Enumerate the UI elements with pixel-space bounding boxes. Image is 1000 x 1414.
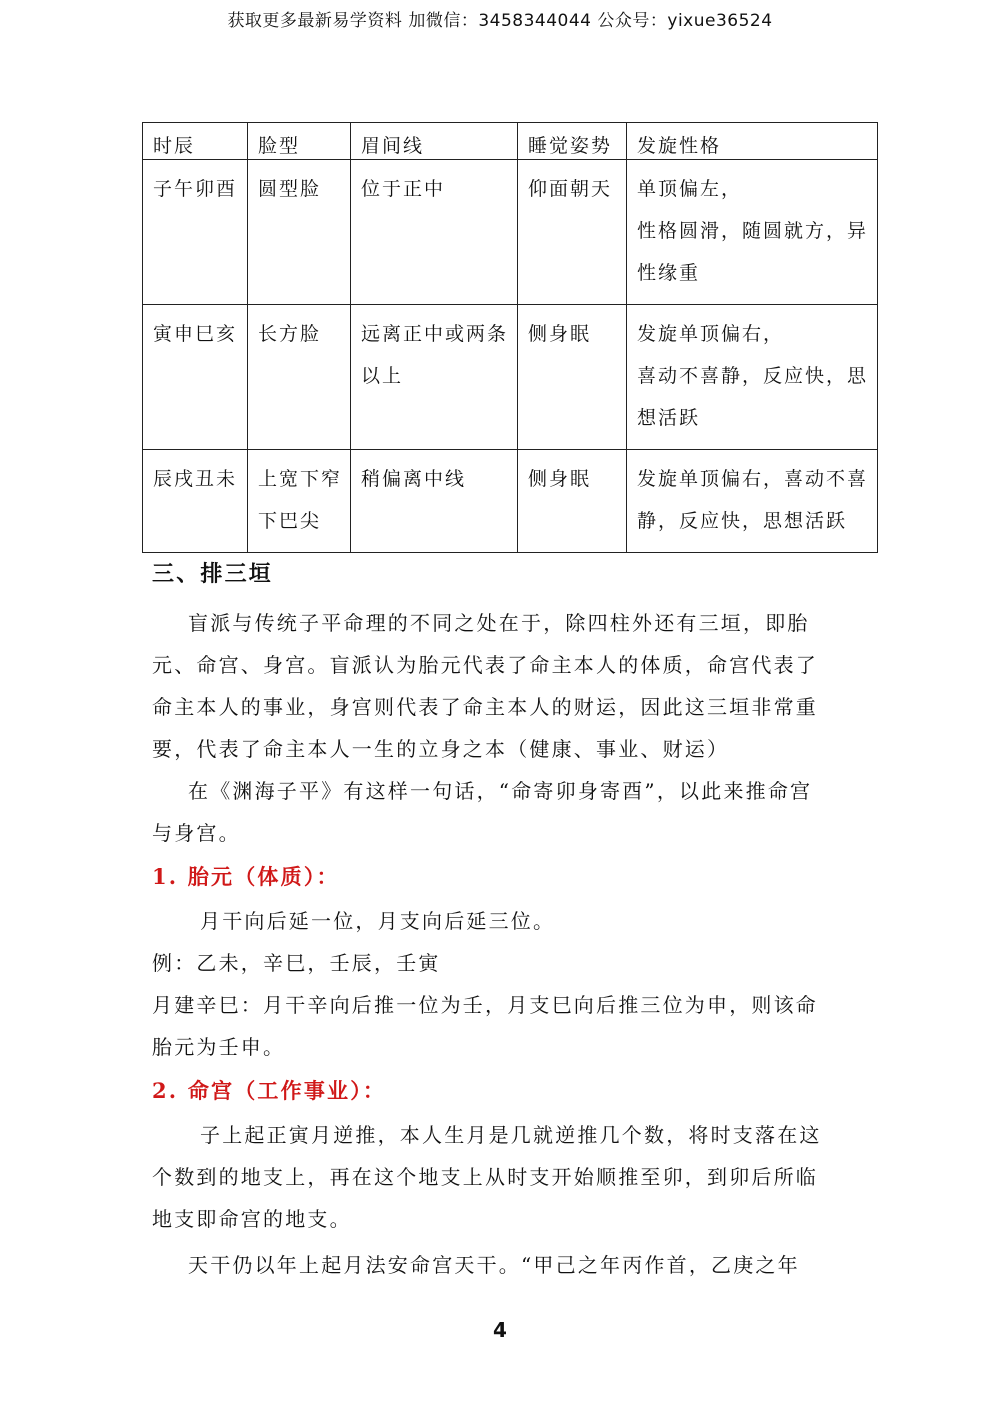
face-line: 上宽下窄 <box>258 468 343 490</box>
brow-line: 以上 <box>361 365 404 387</box>
text-line: 子上起正寅月逆推，本人生月是几就逆推几个数，将时支落在这 <box>200 1123 822 1147</box>
paragraph-intro <box>152 602 852 770</box>
header-brow: 眉间线 <box>351 123 518 160</box>
header-face: 脸型 <box>248 123 351 160</box>
text-line: 地支即命宫的地支。 <box>152 1207 352 1231</box>
trait-line: 发旋单顶偏右，喜动不喜 <box>637 468 869 490</box>
main-content <box>152 546 852 1286</box>
subsection-title-minggong: 2. 命宫（工作事业）： <box>152 1078 387 1103</box>
trait-line: 发旋单顶偏右， <box>637 323 785 345</box>
text-line: 在《渊海子平》有这样一句话，“命寄卯身寄酉”，以此来推命宫 <box>188 779 813 803</box>
table-row <box>143 305 878 450</box>
cell-face <box>248 450 351 553</box>
cell-shichen: 寅申巳亥 <box>143 305 248 450</box>
text-line: 元、命宫、身宫。盲派认为胎元代表了命主本人的体质，命宫代表了 <box>152 653 818 677</box>
text-line: 个数到的地支上，再在这个地支上从时支开始顺推至卯，到卯后所临 <box>152 1165 818 1189</box>
header-trait: 发旋性格 <box>627 123 878 160</box>
cell-shichen: 辰戌丑未 <box>143 450 248 553</box>
cell-sleep: 仰面朝天 <box>518 160 627 305</box>
subsection-title-taiyuan: 1. 胎元（体质）： <box>152 864 340 889</box>
table-row <box>143 160 878 305</box>
header-sleep: 睡觉姿势 <box>518 123 627 160</box>
trait-line: 静，反应快，思想活跃 <box>637 510 848 532</box>
trait-line: 想活跃 <box>637 407 701 429</box>
cell-face: 圆型脸 <box>248 160 351 305</box>
paragraph-quote <box>152 770 852 854</box>
cell-trait <box>627 160 878 305</box>
text-line: 盲派与传统子平命理的不同之处在于，除四柱外还有三垣，即胎 <box>188 611 810 635</box>
trait-line: 喜动不喜静，反应快，思 <box>637 365 869 387</box>
cell-brow <box>351 305 518 450</box>
text-line: 天干仍以年上起月法安命宫天干。“甲己之年丙作首，乙庚之年 <box>188 1253 800 1277</box>
page-header-text: 获取更多最新易学资料 加微信：3458344044 公众号：yixue36524 <box>227 11 773 31</box>
cell-trait <box>627 305 878 450</box>
table-row <box>143 450 878 553</box>
cell-face: 长方脸 <box>248 305 351 450</box>
trait-line: 性格圆滑，随圆就方，异 <box>637 220 869 242</box>
trait-line: 性缘重 <box>637 262 701 284</box>
text-line: 胎元为壬申。 <box>152 1035 286 1059</box>
text-line: 与身宫。 <box>152 821 241 845</box>
table-header-row <box>143 123 878 160</box>
taiyuan-rule: 月干向后延一位，月支向后延三位。 <box>200 909 556 933</box>
text-line: 月建辛巳：月干辛向后推一位为壬，月支巳向后推三位为申，则该命 <box>152 993 818 1017</box>
taiyuan-example: 例：乙未，辛巳，壬辰，壬寅 <box>152 951 441 975</box>
cell-sleep: 侧身眠 <box>518 450 627 553</box>
trait-line: 单顶偏左， <box>637 178 743 200</box>
brow-line: 远离正中或两条 <box>361 323 509 345</box>
page-number: 4 <box>493 1318 507 1342</box>
section-title: 三、排三垣 <box>152 561 274 587</box>
text-line: 要，代表了命主本人一生的立身之本（健康、事业、财运） <box>152 737 730 761</box>
shichen-trait-table <box>142 122 878 553</box>
cell-sleep: 侧身眠 <box>518 305 627 450</box>
header-shichen: 时辰 <box>143 123 248 160</box>
cell-brow: 稍偏离中线 <box>351 450 518 553</box>
cell-shichen: 子午卯酉 <box>143 160 248 305</box>
face-line: 下巴尖 <box>258 510 322 532</box>
text-line: 命主本人的事业，身宫则代表了命主本人的财运，因此这三垣非常重 <box>152 695 818 719</box>
cell-trait <box>627 450 878 553</box>
cell-brow: 位于正中 <box>351 160 518 305</box>
